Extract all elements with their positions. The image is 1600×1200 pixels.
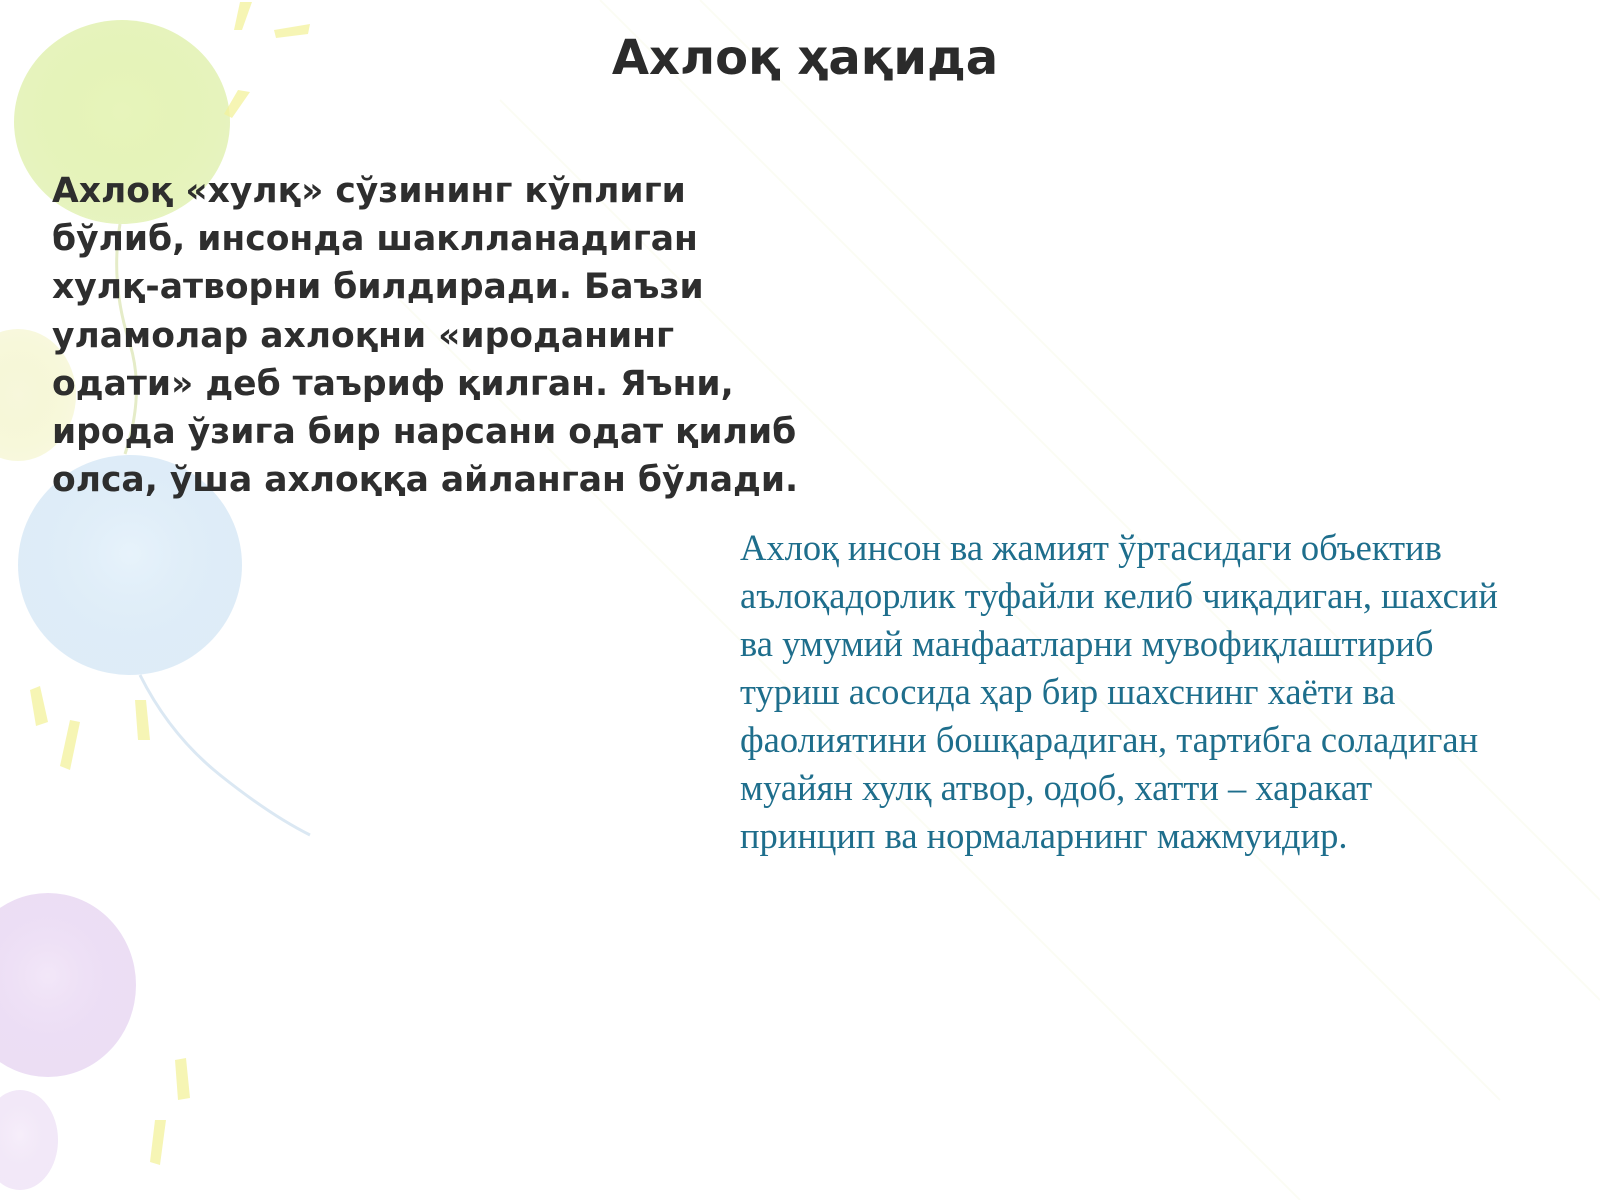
slide-title: Ахлоқ ҳақида xyxy=(611,30,999,86)
explanation-paragraph: Ахлоқ инсон ва жамият ўртасидаги объектив аълоқадорлик туфайли келиб чиқадиган, шахсий ва умумий манфаатларни мувофиқлаштириб туриш асосида ҳар бир шахснинг хаёти ва фаолиятини бошқарадиган, тартибга соладиган муайян хулқ атвор, одоб, хатти – харакат принцип ва нормаларнинг мажмуидир. xyxy=(740,527,1498,856)
definition-paragraph: Ахлоқ «хулқ» сўзининг кўплиги бўлиб, инсонда шаклланадиган хулқ-атворни билдиради. Баъзи уламолар ахлоқни «ироданинг одати» деб таъриф қилган. Яъни, ирода ўзига бир нарсани одат қилиб олса, ўша ахлоққа айланган бўлади. xyxy=(52,171,799,501)
blue-balloon xyxy=(18,455,310,835)
purple-balloon xyxy=(0,893,136,1190)
